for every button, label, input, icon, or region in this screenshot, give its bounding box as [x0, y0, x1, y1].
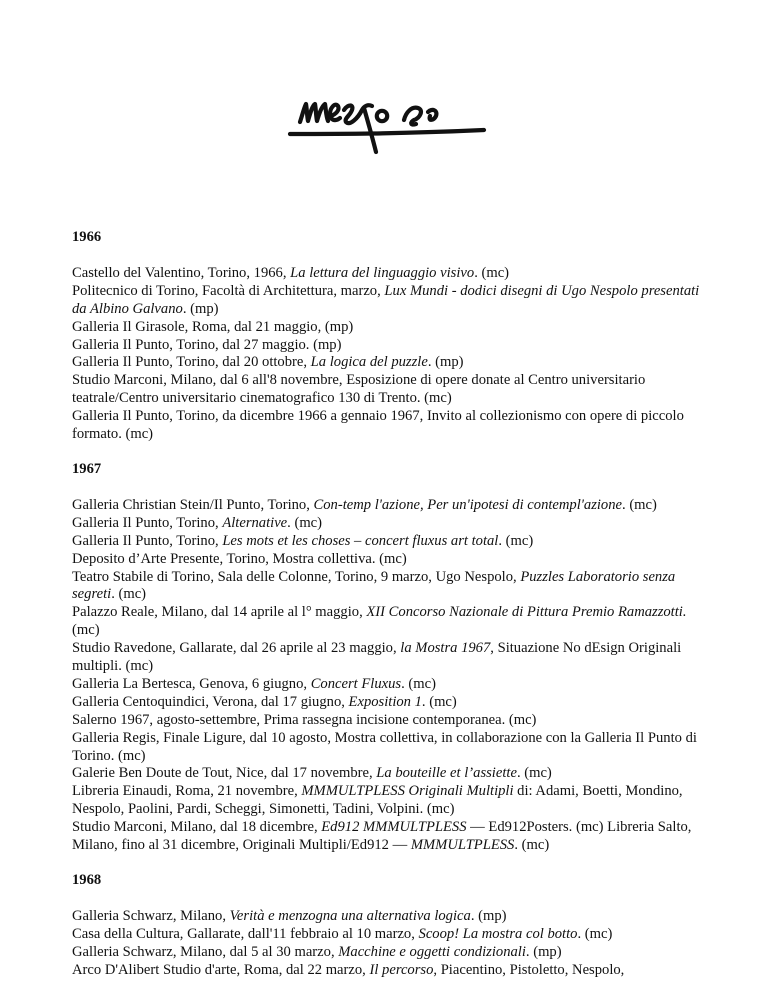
nespolo-signature-logo	[278, 66, 492, 180]
entry-text: Libreria Einaudi, Roma, 21 novembre,	[72, 783, 302, 800]
exhibition-entry	[72, 569, 712, 605]
entry-text: . (mc)	[498, 532, 534, 549]
entry-text: Galleria Il Punto, Torino,	[72, 532, 223, 549]
entry-text: Galleria Il Girasole, Roma, dal 21 maggio, (mp)	[72, 318, 354, 335]
entry-text: Galerie Ben Doute de Tout, Nice, dal 17 novembre,	[72, 765, 377, 782]
entry-text: Galleria Centoquindici, Verona, dal 17 giugno,	[72, 693, 349, 710]
exhibition-entry	[72, 944, 712, 962]
exhibition-title: Ed912 MMMULTPLESS	[321, 819, 467, 836]
entry-text: Galleria La Bertesca, Genova, 6 giugno,	[72, 675, 311, 692]
entry-text: . (mc)	[622, 496, 657, 513]
year-heading: 1968	[72, 872, 102, 888]
exhibition-title: Puzzles Laboratorio senza segreti	[72, 568, 676, 603]
exhibition-title: Lux Mundi - dodici disegni di Ugo Nespolo presentati da Albino Galvano	[72, 282, 700, 317]
exhibition-entry	[72, 819, 712, 855]
exhibition-entry	[72, 533, 712, 551]
exhibition-title: La bouteille et l’assiette	[376, 765, 517, 782]
year-heading: 1967	[72, 460, 102, 477]
exhibition-entry	[72, 712, 712, 730]
entry-text: Galleria Il Punto, Torino,	[72, 514, 223, 531]
exhibition-entry	[72, 372, 712, 408]
entry-text: . (mc)	[474, 264, 510, 281]
entry-text: Salerno 1967, agosto-settembre, Prima rassegna incisione contemporanea. (mc)	[72, 711, 537, 728]
exhibition-title: La logica del puzzle	[310, 354, 428, 371]
entry-text: Galleria Il Punto, Torino, dal 27 maggio. (mp)	[72, 336, 342, 353]
exhibition-title: Concert Fluxus	[310, 675, 402, 692]
entry-text: . (mc)	[514, 837, 550, 854]
exhibition-title: Les mots et les choses – concert fluxus art total	[222, 532, 499, 549]
entry-text: . (mc)	[577, 925, 613, 942]
entry-text: Casa della Cultura, Gallarate, dall'11 febbraio al 10 marzo,	[72, 925, 419, 942]
entry-text: . (mc)	[287, 514, 323, 531]
entry-text: . (mc)	[111, 586, 147, 603]
exhibition-entry	[72, 765, 712, 783]
entry-text: Galleria Christian Stein/Il Punto, Torino,	[72, 496, 314, 513]
entry-text: di: Adami, Boetti, Mondino, Nespolo, Paolini, Pardi, Scheggi, Simonetti, Tadini, Volpini. (mc)	[72, 783, 683, 818]
exhibition-entry	[72, 640, 712, 676]
exhibition-entry	[72, 337, 712, 355]
exhibition-entry	[72, 730, 712, 766]
exhibition-title: Verità e menzogna una alternativa logica	[229, 907, 471, 924]
entry-text: Galleria Il Punto, Torino, dal 20 ottobre,	[72, 354, 311, 371]
entry-text: , Piacentino, Pistoletto, Nespolo,	[433, 961, 625, 978]
entry-text: . (mc)	[401, 675, 436, 692]
entry-text: — Ed912Posters. (mc) Libreria Salto, Milano, fino al 31 dicembre, Originali Multipli/Ed912 —	[72, 819, 692, 854]
exhibition-entry	[72, 604, 712, 640]
entry-text: Arco D'Alibert Studio d'arte, Roma, dal 22 marzo,	[72, 961, 370, 978]
exhibition-entry	[72, 676, 712, 694]
exhibition-entry	[72, 283, 712, 319]
entry-text: Deposito d’Arte Presente, Torino, Mostra collettiva. (mc)	[72, 550, 407, 567]
exhibition-entry	[72, 265, 712, 283]
exhibition-title: Il percorso	[369, 961, 434, 978]
exhibition-entry	[72, 408, 712, 444]
entry-text: . (mc)	[421, 693, 457, 710]
entry-text: Studio Marconi, Milano, dal 18 dicembre,	[72, 819, 322, 836]
entry-text: . (mp)	[470, 907, 507, 924]
entry-text: . (mp)	[182, 300, 219, 317]
exhibition-entry	[72, 783, 712, 819]
exhibition-title: Macchine e oggetti condizionali	[338, 943, 526, 960]
entry-text: (mc)	[72, 622, 100, 639]
exhibition-title: la Mostra 1967	[400, 640, 491, 657]
entry-text: Castello del Valentino, Torino, 1966,	[72, 264, 291, 281]
exhibition-title: Scoop! La mostra col botto	[418, 925, 578, 942]
exhibition-entry	[72, 962, 712, 980]
entries-block	[72, 497, 712, 855]
exhibition-entry	[72, 926, 712, 944]
entry-text: Teatro Stabile di Torino, Sala delle Colonne, Torino, 9 marzo, Ugo Nespolo,	[72, 568, 521, 585]
entries-block	[72, 265, 712, 444]
entry-text: . (mp)	[427, 354, 464, 371]
entry-text: Studio Ravedone, Gallarate, dal 26 aprile al 23 maggio,	[72, 640, 401, 657]
exhibition-entry	[72, 497, 712, 515]
exhibition-entry	[72, 551, 712, 569]
exhibition-title: MMMULTPLESS	[410, 837, 515, 854]
entry-text: Galleria Schwarz, Milano, dal 5 al 30 marzo,	[72, 943, 339, 960]
exhibition-entry	[72, 694, 712, 712]
exhibition-title: MMMULTPLESS Originali Multipli	[301, 783, 514, 800]
entry-text: . (mp)	[525, 943, 562, 960]
exhibition-entry	[72, 354, 712, 372]
entry-text: . (mc)	[516, 765, 552, 782]
entries-block	[72, 908, 712, 980]
exhibition-title: Con-temp l'azione, Per un'ipotesi di contempl'azione	[313, 496, 623, 513]
exhibition-title: La lettura del linguaggio visivo	[290, 264, 475, 281]
entry-text: Galleria Regis, Finale Ligure, dal 10 agosto, Mostra collettiva, in collaborazione con la Galleria Il Punto di Torino. (mc)	[72, 729, 697, 764]
exhibition-entry	[72, 319, 712, 337]
entry-text: Studio Marconi, Milano, dal 6 all'8 novembre, Esposizione di opere donate al Centro universitario teatrale/Centro universitario cinematografico 130 di Trento. (mc)	[72, 372, 646, 407]
year-heading: 1966	[72, 229, 102, 245]
exhibition-chronology	[72, 229, 712, 997]
entry-text: Palazzo Reale, Milano, dal 14 aprile al l° maggio,	[72, 604, 367, 621]
entry-text: Galleria Schwarz, Milano,	[72, 907, 230, 924]
entry-text: , Situazione No dEsign Originali multipli. (mc)	[72, 640, 682, 675]
exhibition-title: Exposition 1	[348, 693, 422, 710]
entry-text: Galleria Il Punto, Torino, da dicembre 1966 a gennaio 1967, Invito al collezionismo con opere di piccolo formato. (mc)	[72, 408, 684, 443]
exhibition-title: XII Concorso Nazionale di Pittura Premio Ramazzotti.	[366, 604, 687, 621]
entry-text: Politecnico di Torino, Facoltà di Architettura, marzo,	[72, 282, 385, 299]
exhibition-entry	[72, 515, 712, 533]
exhibition-title: Alternative	[222, 514, 288, 531]
exhibition-entry	[72, 908, 712, 926]
